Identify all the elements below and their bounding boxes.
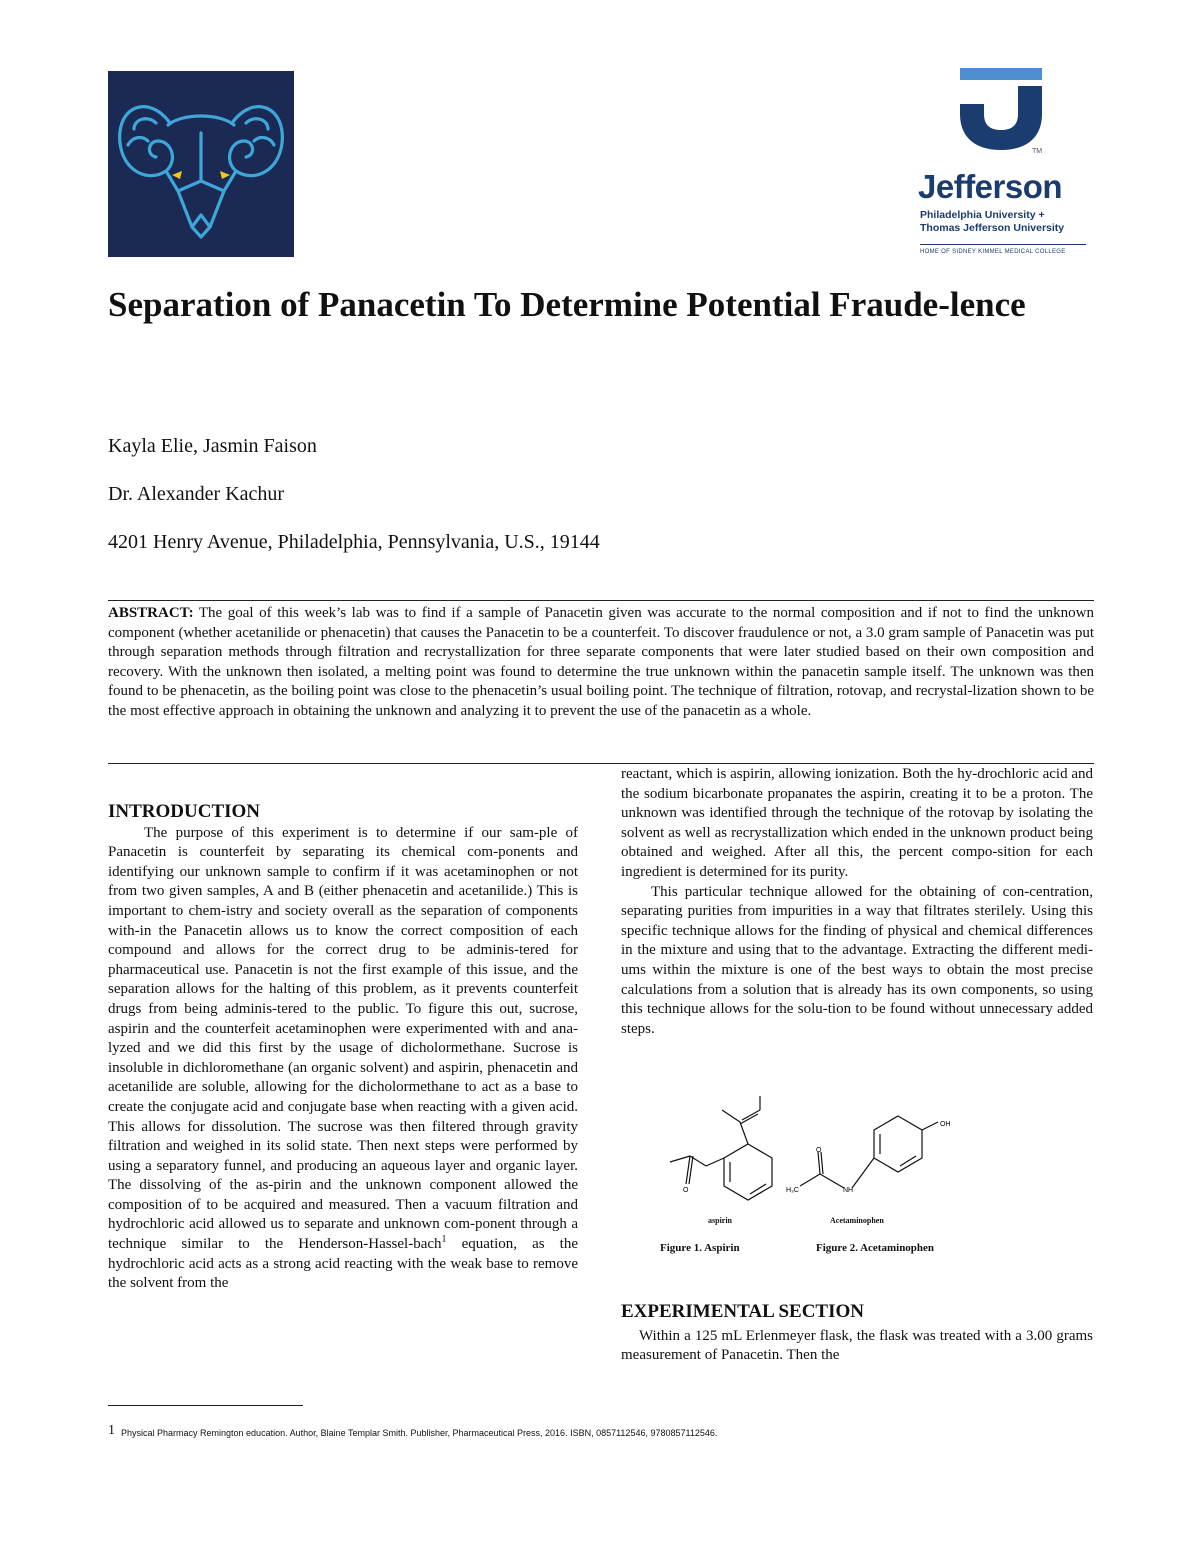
footnote-rule bbox=[108, 1405, 303, 1406]
jefferson-wordmark: Jefferson bbox=[918, 168, 1063, 205]
experimental-section bbox=[621, 1302, 1093, 1366]
introduction-paragraph-1 bbox=[108, 824, 578, 1294]
atom-label-o-aspirin: O bbox=[683, 1187, 689, 1194]
figure-2-caption: Figure 2. Acetaminophen bbox=[816, 1242, 935, 1254]
ram-head-icon bbox=[108, 71, 294, 257]
atom-label-oh: OH bbox=[940, 1121, 951, 1128]
acetaminophen-structure-label: Acetaminophen bbox=[830, 1216, 884, 1225]
introduction-paragraph-1-continued: reactant, which is aspirin, allowing ionization. Both the hy-drochloric acid and the sodium bicarbonate propanates the aspirin, creating it to be a proton. The unknown was identified through the technique of the rotovap by isolating the solvent as well as recrystallization which ended in the unknown product being obtained and weighed. After all this, the percent compo-sition for each ingredient is determined for its purity. bbox=[621, 766, 1093, 880]
jefferson-subtitle bbox=[920, 209, 1064, 235]
trademark: TM bbox=[1032, 148, 1043, 155]
abstract-label: ABSTRACT: bbox=[108, 605, 194, 621]
abstract bbox=[108, 604, 1094, 721]
ram-eye-left bbox=[172, 171, 182, 179]
right-column bbox=[621, 765, 1093, 1039]
intro-p1-part-a: The purpose of this experiment is to determine if our sam-ple of Panacetin is counterfeit by separating its chemical com-ponents and identifying our unknown sample to confirm if it was acetaminophen or not from two given samples, A and B (either phenacetin and acetanilide.) This is important to chem-istry and society overall as the separation of components with-in the Panacetin allows us to know the correct composition of each compound and allows for the correct drug to be adminis-tered for pharmaceutical use. Panacetin is not the first example of this issue, and the separation allows for the halting of this problem, as it prevents counterfeit drugs from being adminis-tered to the public. To figure this out, sucrose, aspirin and the counterfeit acetaminophen were experimented with and ana-lyzed and we did this first by the usage of dicholormethane. Sucrose is insoluble in dichloromethane (an organic solvent) and aspirin, phenacetin and acetanilide are soluble, allowing for the dicholormethane to act as a base to create the conjugate acid and conjugate base when reacting with a given acid. This allows for dissolution. The sucrose was then filtered through gravity filtration and weighed in its solid state. Then next steps were performed by using a separatory funnel, and producing an aqueous layer and organic layer. The dissolving of the as-pirin and the unknown component allowed the composition of to be acquired and measured. Then a vacuum filtration and hydrochloric acid allowed us to separate and unknown com-ponent through a technique similar to the Henderson-Hassel-bach bbox=[108, 824, 578, 1253]
abstract-top-rule bbox=[108, 600, 1094, 601]
address: 4201 Henry Avenue, Philadelphia, Pennsylvania, U.S., 19144 bbox=[108, 531, 600, 553]
authors: Kayla Elie, Jasmin Faison bbox=[108, 435, 317, 457]
atom-label-h3c: H₃C bbox=[786, 1187, 799, 1194]
atom-label-nh: NH bbox=[843, 1187, 854, 1194]
left-column bbox=[108, 802, 578, 1294]
aspirin-structure-label: aspirin bbox=[708, 1216, 733, 1225]
abstract-text: The goal of this week’s lab was to find if a sample of Panacetin given was accurate to the normal composition and if not to find the unknown component (whether acetanilide or phenacetin) that causes the Panacetin to be a counterfeit. To discover fraudulence or not, a 3.0 gram sample of Panacetin was put through separation methods through filtration and recrystallization for three separate components that were later studied based on their own composition and recovery. With the unknown then isolated, a melting point was found to determine the true unknown within the panacetin sample itself. The unknown was then found to be phenacetin, as the boiling point was close to the phenacetin’s usual boiling point. The technique of filtration, rotovap, and recrystal-lization shown to be the most effective approach in obtaining the unknown and analyzing it to prevent the use of the panacetin as a whole. bbox=[108, 605, 1094, 719]
jefferson-home-text: HOME OF SIDNEY KIMMEL MEDICAL COLLEGE bbox=[920, 249, 1066, 255]
jefferson-j-icon bbox=[960, 68, 1042, 150]
ram-eye-right bbox=[220, 171, 230, 179]
experimental-heading: EXPERIMENTAL SECTION bbox=[621, 1301, 865, 1322]
figure-1-caption: Figure 1. Aspirin bbox=[660, 1242, 740, 1254]
aspirin-structure bbox=[670, 1096, 772, 1200]
paper-title: Separation of Panacetin To Determine Potential Fraude-lence bbox=[108, 285, 1026, 324]
footnote-text: Physical Pharmacy Remington education. Author, Blaine Templar Smith. Publisher, Pharmaceutical Press, 2016. ISBN, 0857112546, 9780857112546. bbox=[121, 1428, 718, 1438]
introduction-paragraph-2: This particular technique allowed for the obtaining of con-centration, separating purities from impurities in a way that filtrates sterilely. Using this specific technique allows for the finding of physical and chemical differences in the mixture and using that to the advantage. Extracting the different medi-ums within the mixture is one of the best ways to obtain the most precise calculations from a solution that is already has its own components, so using this technique allows for the solu-tion to be found without unnecessary added steps. bbox=[621, 883, 1093, 1037]
figures bbox=[660, 1096, 960, 1266]
introduction-heading: INTRODUCTION bbox=[108, 801, 261, 822]
footnote bbox=[108, 1423, 717, 1439]
atom-label-o-acetaminophen: O bbox=[816, 1147, 822, 1154]
abstract-bottom-rule bbox=[108, 763, 1094, 764]
footnote-number: 1 bbox=[108, 1423, 115, 1438]
jefferson-subtitle-line2: Thomas Jefferson University bbox=[920, 222, 1065, 234]
intro-p1-part-b: equation, as the hydrochloric acid acts as a strong acid reacting with the weak base to remove the solvent from the bbox=[108, 1236, 578, 1292]
footnote-ref: 1 bbox=[441, 1234, 447, 1246]
advisor: Dr. Alexander Kachur bbox=[108, 483, 285, 505]
ram-logo bbox=[108, 71, 294, 257]
jefferson-logo bbox=[916, 68, 1106, 260]
experimental-paragraph-1: Within a 125 mL Erlenmeyer flask, the flask was treated with a 3.00 grams measurement of Panacetin. Then the bbox=[621, 1327, 1093, 1364]
jefferson-subtitle-line1: Philadelphia University + bbox=[920, 209, 1045, 221]
jefferson-divider bbox=[920, 244, 1086, 245]
chemical-structures bbox=[660, 1096, 960, 1226]
